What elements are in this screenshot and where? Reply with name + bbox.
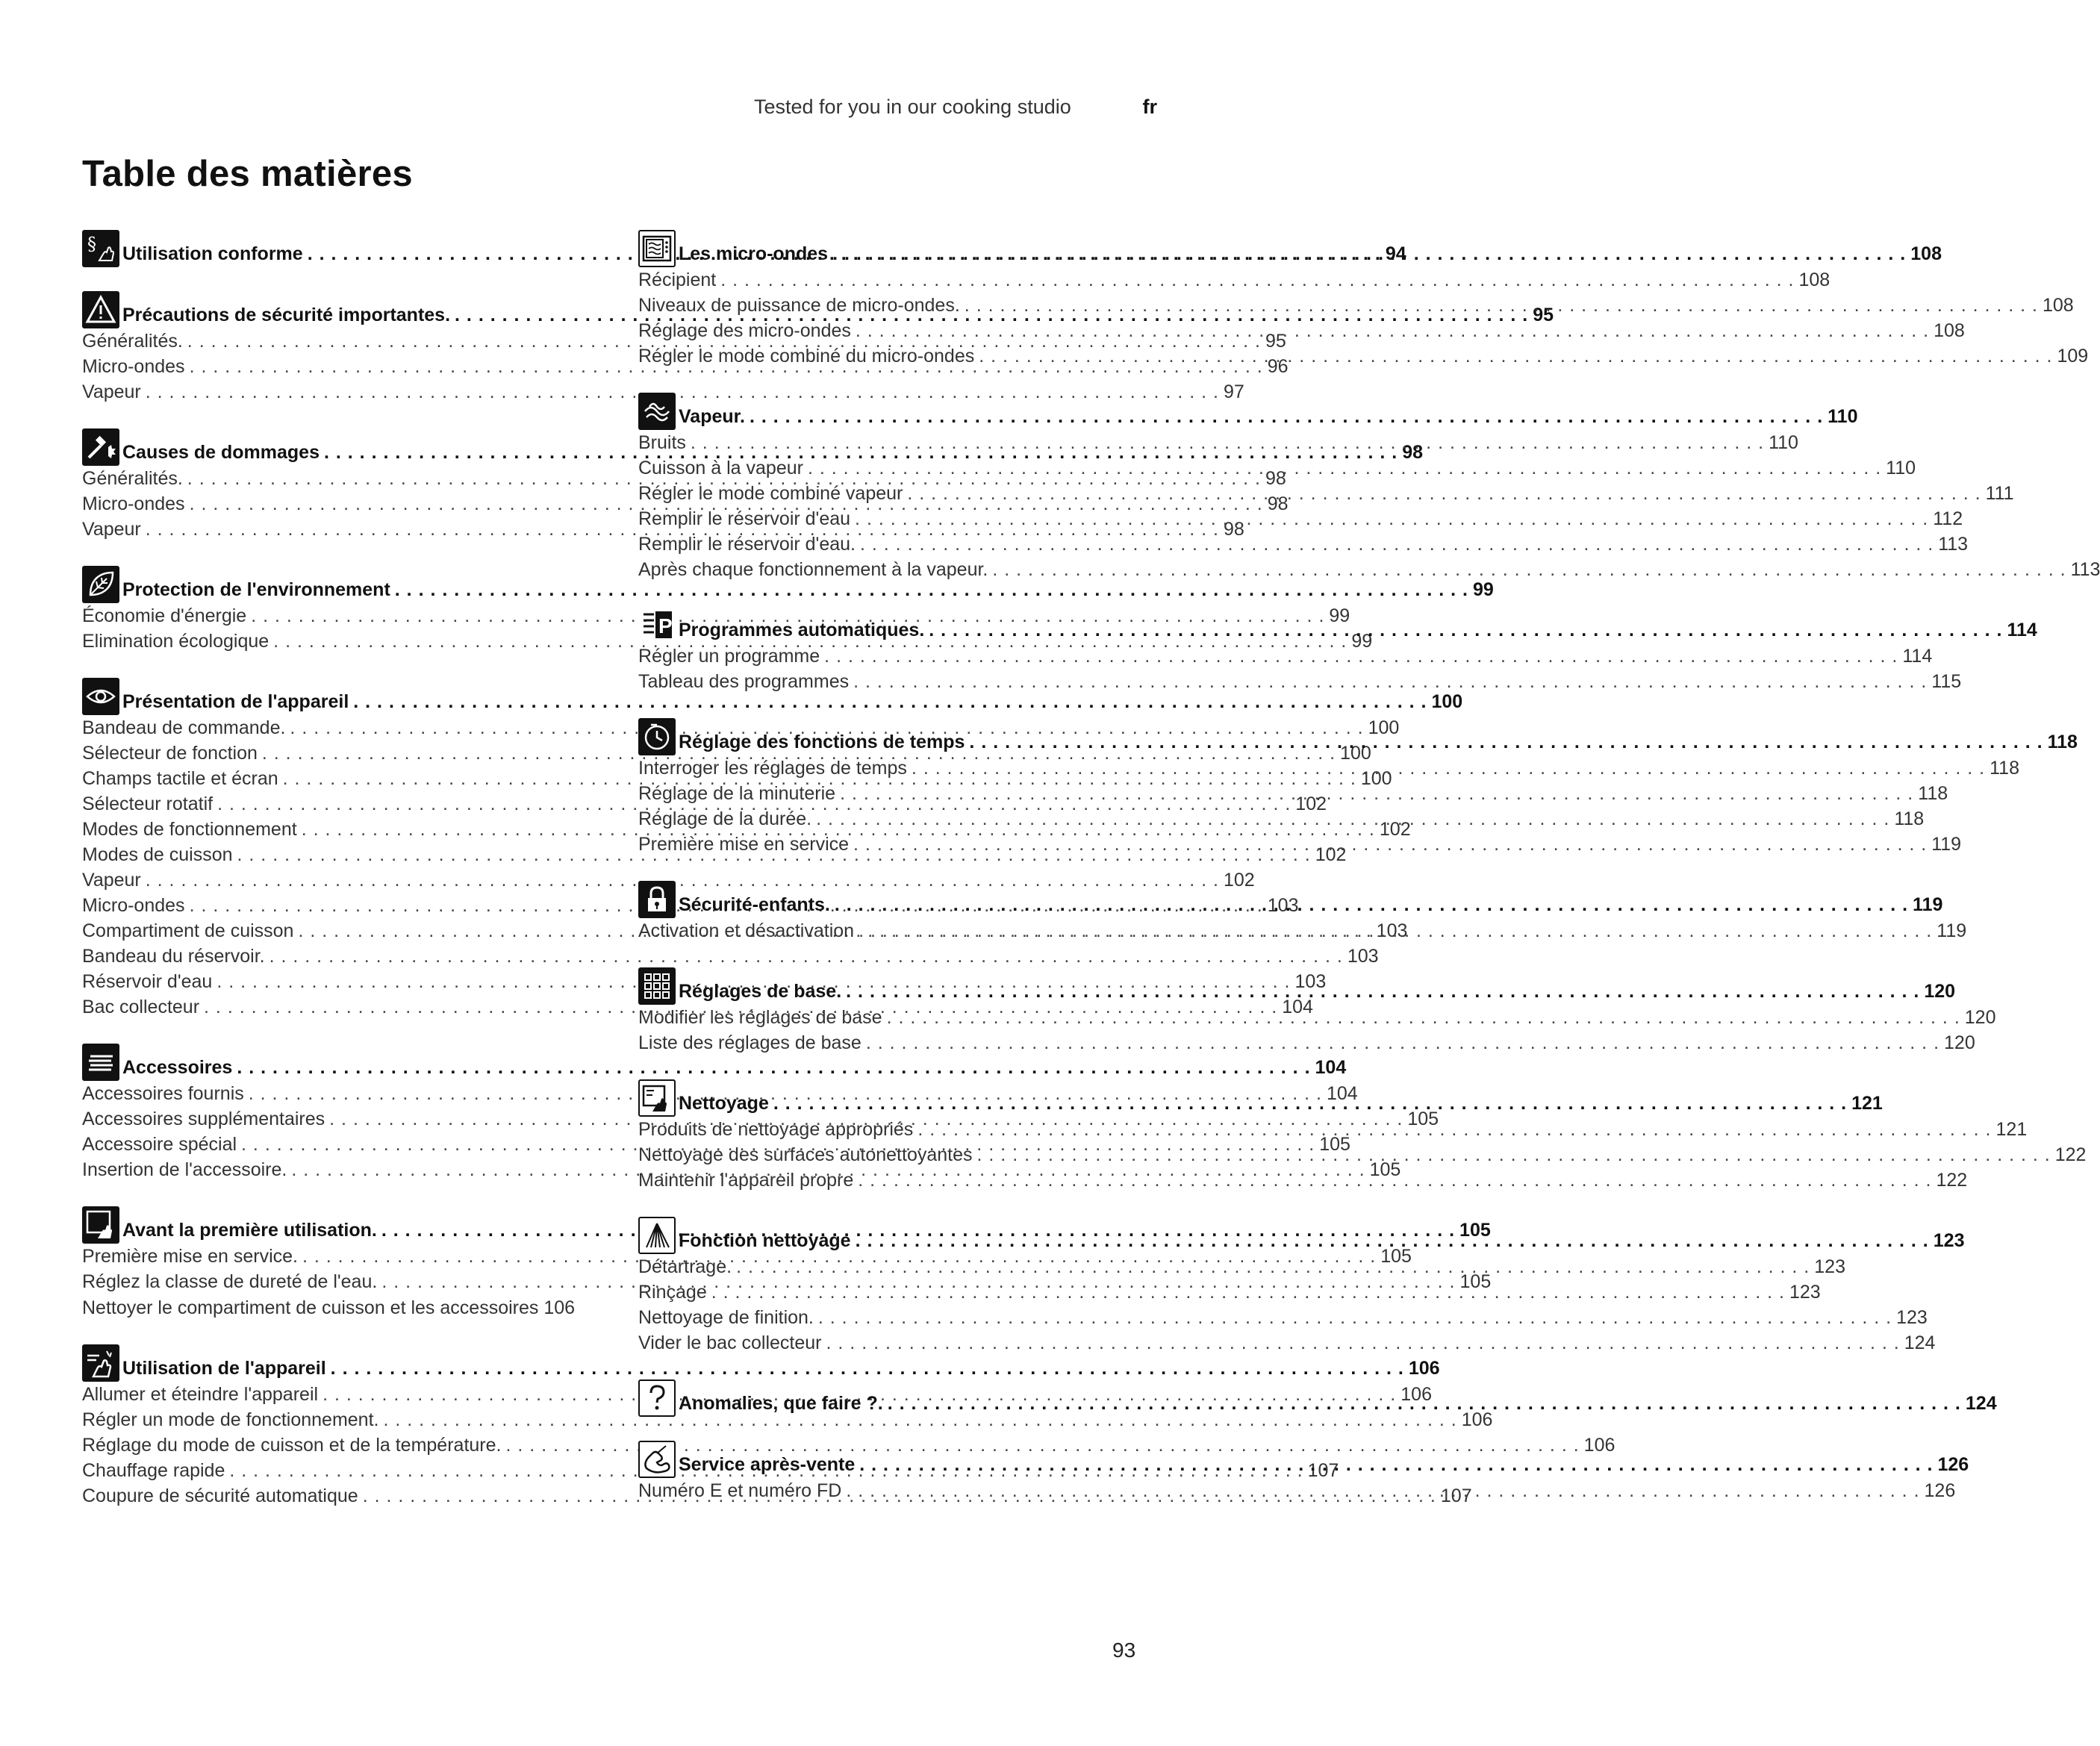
toc-entry-page: 95: [1265, 331, 1286, 352]
toc-entry-label: Chauffage rapide: [82, 1460, 225, 1481]
leader-dots: [853, 669, 1927, 694]
leader-dots: [835, 893, 1908, 917]
leader-dots: [887, 1005, 1960, 1030]
eye-icon: [82, 678, 119, 715]
leader-dots: [818, 1305, 1892, 1330]
toc-entry-label: Réglage de la durée.: [638, 808, 812, 829]
svg-text:P: P: [658, 614, 673, 637]
toc-entry[interactable]: [638, 1330, 1936, 1356]
toc-section-title: Protection de l'environnement: [122, 579, 390, 600]
toc-entry-label: Tableau des programmes: [638, 671, 850, 692]
toc-section-title: Avant la première utilisation.: [122, 1220, 377, 1241]
toc-entry-label: Remplir le réservoir d'eau.: [638, 534, 856, 555]
microwave-icon: [638, 230, 676, 267]
toc-entry-page: 98: [1265, 468, 1286, 489]
page-title: Table des matières: [82, 154, 413, 194]
toc-entry-label: Nettoyage des surfaces autonettoyantes: [638, 1144, 973, 1165]
toc-entry-label: Réglage du mode de cuisson et de la température.: [82, 1435, 502, 1456]
toc-entry[interactable]: [82, 715, 1400, 741]
toc-entry-label: Niveaux de puissance de micro-ondes.: [638, 295, 960, 316]
toc-entry-page: 102: [1379, 819, 1411, 840]
leader-dots: [992, 557, 2066, 582]
toc-entry-label: Vapeur: [82, 870, 141, 891]
warning-triangle-icon: [82, 291, 119, 328]
toc-entry-label: Réglage des micro-ondes: [638, 320, 851, 341]
toc-entry-label: Réservoir d'eau: [82, 971, 213, 992]
toc-section-page: 108: [1910, 243, 1942, 264]
toc-entry-page: 98: [1223, 519, 1244, 540]
toc-section-page: 98: [1402, 442, 1424, 463]
toc-entry-label: Généralités.: [82, 331, 183, 352]
leader-dots: [917, 1117, 1991, 1142]
toc-entry-label: Vider le bac collecteur: [638, 1332, 822, 1353]
leaf-icon: [82, 566, 119, 603]
toc-entry-page: 104: [1282, 997, 1313, 1017]
leader-dots: [846, 1478, 1919, 1503]
toc-entry-label: Première mise en service: [638, 834, 850, 855]
toc-entry-label: Régler le mode combiné du micro-ondes: [638, 346, 975, 367]
toc-entry-page: 110: [1769, 432, 1798, 453]
paragraph-hand-icon: [82, 230, 119, 267]
toc-section-page: 100: [1431, 691, 1463, 712]
toc-entry-page: 98: [1267, 493, 1289, 514]
toc-entry-page: 113: [2070, 559, 2100, 580]
toc-entry-label: Modes de fonctionnement: [82, 819, 297, 840]
leader-dots: [866, 1030, 1939, 1056]
toc-entry[interactable]: [638, 669, 1962, 694]
leader-dots: [846, 979, 1919, 1003]
leader-dots: [858, 1167, 1931, 1193]
leader-dots: [840, 781, 1913, 806]
toc-section-title: Utilisation de l'appareil: [122, 1358, 326, 1379]
toc-section-title: Nettoyage: [679, 1093, 769, 1114]
toc-entry-label: Bandeau du réservoir.: [82, 946, 265, 967]
toc-entry-page: 106: [1461, 1409, 1493, 1430]
toc-section-title: Accessoires: [122, 1057, 233, 1078]
toc-section-page: 121: [1851, 1093, 1883, 1114]
toc-entry-page: 110: [1886, 458, 1916, 478]
toc-entry-label: Insertion de l'accessoire.: [82, 1159, 287, 1180]
toc-section-title: Présentation de l'appareil: [122, 691, 349, 712]
leader-dots: [720, 267, 1794, 293]
toc-entry-label: Micro-ondes: [82, 895, 185, 916]
toc-entry-label: Accessoire spécial: [82, 1134, 237, 1155]
toc-entry-label: Modifier les réglages de base: [638, 1007, 882, 1028]
toc-entry-page: 119: [1937, 920, 1967, 941]
svg-text:§: §: [87, 234, 96, 255]
toc-entry-label: Réglage de la minuterie: [638, 783, 836, 804]
question-icon: [638, 1379, 676, 1417]
toc-entry-page: 123: [1896, 1307, 1928, 1328]
toc-entry-page: 100: [1360, 768, 1392, 789]
toc-entry-page: 108: [1934, 320, 1965, 341]
accessories-icon: [82, 1044, 119, 1081]
toc-section-title: Utilisation conforme: [122, 243, 303, 264]
toc-section-page: 118: [2047, 732, 2078, 752]
toc-entry-label: Vapeur: [82, 519, 141, 540]
toc-section-title: Réglage des fonctions de temps: [679, 732, 965, 752]
toc-entry-label: Interroger les réglages de temps: [638, 758, 907, 779]
toc-entry-label: Numéro E et numéro FD: [638, 1480, 842, 1501]
leader-dots: [860, 531, 1934, 557]
leader-dots: [907, 481, 1981, 506]
toc-entry-label: Rinçage: [638, 1282, 707, 1303]
leader-dots: [826, 1330, 1900, 1356]
toc-section-title: Réglages de base.: [679, 981, 842, 1002]
toc-section-page: 120: [1924, 981, 1956, 1002]
padlock-icon: [638, 881, 676, 918]
toc-entry-page: 107: [1440, 1485, 1472, 1506]
toc-entry-page: 106: [1400, 1384, 1432, 1405]
toc-entry-label: Économie d'énergie: [82, 605, 247, 626]
toc-entry-label: Compartiment de cuisson: [82, 920, 294, 941]
toc-entry-page: 105: [1319, 1134, 1350, 1155]
toc-entry-page: 96: [1267, 356, 1289, 377]
toc-entry-label: Sélecteur rotatif: [82, 794, 214, 814]
toc-entry-label: Champs tactile et écran: [82, 768, 278, 789]
toc-entry-label: Produits de nettoyage appropriés: [638, 1119, 914, 1140]
toc-entry-page: 107: [1307, 1460, 1339, 1481]
toc-section-page: 106: [1408, 1358, 1440, 1379]
cleaning-hand-icon: [638, 1079, 676, 1117]
toc-entry-page: 105: [1380, 1246, 1412, 1267]
toc-entry-page: 123: [1789, 1282, 1821, 1303]
toc-entry-label: Coupure de sécurité automatique: [82, 1485, 358, 1506]
toc-entry-page: 103: [1267, 895, 1299, 916]
leader-dots: [888, 1391, 1961, 1415]
toc-entry-page: 112: [1933, 508, 1963, 529]
toc-entry-label: Allumer et éteindre l'appareil: [82, 1384, 319, 1405]
toc-section-title: Service après-vente: [679, 1454, 856, 1475]
hand-operation-icon: [82, 1344, 119, 1382]
toc-section-title: Précautions de sécurité importantes.: [122, 305, 451, 325]
toc-section-title: Anomalies, que faire ?.: [679, 1393, 883, 1414]
toc-section-title: Les micro-ondes: [679, 243, 829, 264]
toc-entry-label: Régler le mode combiné vapeur: [638, 483, 903, 504]
toc-entry-label: Elimination écologique: [82, 631, 269, 652]
toc-entry-label: Vapeur: [82, 381, 141, 402]
toc-entry-page: 118: [1894, 808, 1925, 829]
leader-dots: [853, 832, 1927, 857]
toc-entry-page: 106: [1583, 1435, 1615, 1456]
toc-entry-label: Sélecteur de fonction: [82, 743, 258, 764]
toc-section-page: 105: [1459, 1220, 1491, 1241]
leader-dots: [816, 806, 1889, 832]
leader-dots: [969, 730, 2043, 754]
toc-entry[interactable]: [638, 1030, 1975, 1056]
clock-icon: [638, 718, 676, 755]
toc-entry-page: 119: [1931, 834, 1962, 855]
steam-icon: [638, 393, 676, 430]
toc-entry-page: 115: [1931, 671, 1962, 692]
toc-section-page: 110: [1828, 406, 1858, 427]
toc-entry-label: Cuisson à la vapeur: [638, 458, 803, 478]
toc-section-page: 124: [1965, 1393, 1997, 1414]
leader-dots: [750, 405, 1823, 428]
toc-entry[interactable]: [638, 531, 1969, 557]
leader-dots: [859, 1453, 1933, 1477]
toc-entry-label: Bac collecteur: [82, 997, 200, 1017]
toc-section-page: 94: [1385, 243, 1406, 264]
toc-entry[interactable]: [82, 1432, 1615, 1458]
leader-dots: [808, 455, 1881, 481]
page-header: [754, 96, 1157, 125]
toc-entry-page: 126: [1924, 1480, 1956, 1501]
toc-entry-page: 114: [1902, 646, 1933, 667]
toc-entry-page: 124: [1904, 1332, 1936, 1353]
toc-entry-page: 104: [1326, 1083, 1358, 1104]
toc-entry-page: 99: [1329, 605, 1350, 626]
toc-entry-wrapped[interactable]: Nettoyer le compartiment de cuisson et les accessoires 106: [82, 1297, 576, 1318]
language-code: fr: [1142, 96, 1157, 118]
toc-section-page: 99: [1472, 579, 1494, 600]
toc-section-page: 126: [1937, 1454, 1969, 1475]
toc-entry[interactable]: [82, 379, 1244, 405]
leader-dots: [691, 430, 1764, 455]
toc-entry[interactable]: [638, 267, 1831, 293]
toc-entry-label: Nettoyage de finition.: [638, 1307, 814, 1328]
toc-entry-label: Réglez la classe de dureté de l'eau.: [82, 1271, 378, 1292]
toc-section-title: Fonction nettoyage: [679, 1230, 851, 1251]
toc-entry-label: Généralités.: [82, 468, 183, 489]
toc-entry-label: Remplir le réservoir d'eau: [638, 508, 851, 529]
toc-entry-label: Modes de cuisson: [82, 844, 233, 865]
toc-section-page: 119: [1913, 894, 1943, 915]
toc-entry-page: 109: [2057, 346, 2089, 367]
toc-entry-label: Activation et désactivation: [638, 920, 855, 941]
leader-dots: [856, 318, 1929, 343]
leader-dots: [736, 1254, 1810, 1279]
first-use-icon: [82, 1206, 119, 1244]
cleaning-function-icon: [638, 1217, 676, 1254]
toc-entry-page: 122: [1936, 1170, 1968, 1191]
toc-section-page: 104: [1315, 1057, 1347, 1078]
toc-entry-label: Accessoires fournis: [82, 1083, 244, 1104]
toc-entry[interactable]: [82, 1407, 1493, 1432]
toc-entry-page: 123: [1814, 1256, 1845, 1277]
toc-section-page: 114: [2007, 620, 2037, 640]
toc-entry[interactable]: [638, 643, 1933, 669]
toc-entry-page: 118: [1918, 783, 1948, 804]
toc-entry-page: 102: [1315, 844, 1347, 865]
toc-entry-label: Maintenir l'appareil propre: [638, 1170, 854, 1191]
settings-grid-icon: [638, 967, 676, 1005]
toc-entry-page: 102: [1295, 794, 1327, 814]
toc-entry-label: Détartrage.: [638, 1256, 732, 1277]
toc-entry-page: 105: [1407, 1109, 1439, 1129]
toc-section-title: Programmes automatiques.: [679, 620, 925, 640]
toc-entry-page: 102: [1223, 870, 1255, 891]
toc-entry-page: 111: [1985, 483, 2014, 504]
hammer-damage-icon: [82, 428, 119, 466]
toc-entry-page: 113: [1938, 534, 1969, 555]
toc-entry-page: 108: [1798, 269, 1831, 290]
toc-section-title: Causes de dommages: [122, 442, 320, 463]
toc-entry[interactable]: [82, 944, 1379, 969]
leader-dots: [977, 1142, 2051, 1167]
toc-entry-page: 103: [1347, 946, 1379, 967]
toc-section-title: Vapeur.: [679, 406, 745, 427]
toc-entry-page: 122: [2054, 1144, 2087, 1165]
toc-entry-label: Accessoires supplémentaires: [82, 1109, 325, 1129]
toc-entry-page: 99: [1351, 631, 1373, 652]
header-title: Tested for you in our cooking studio: [754, 96, 1071, 118]
toc-entry[interactable]: [638, 557, 2100, 582]
toc-entry-label: Liste des réglages de base: [638, 1032, 862, 1053]
leader-dots: [912, 755, 1985, 781]
toc-entry-label: Micro-ondes: [82, 493, 185, 514]
toc-entry-label: Bandeau de commande.: [82, 717, 286, 738]
toc-entry-page: 103: [1294, 971, 1327, 992]
toc-section-page: 95: [1533, 305, 1554, 325]
toc-entry-label: Récipient: [638, 269, 717, 290]
leader-dots: [929, 618, 2002, 642]
toc-entry-page: 118: [1990, 758, 2019, 779]
leader-dots: [824, 643, 1898, 669]
page-number: 93: [1112, 1639, 1136, 1662]
toc-entry[interactable]: [82, 867, 1255, 893]
toc-entry-page: 100: [1340, 743, 1371, 764]
leader-dots: [773, 1091, 1847, 1115]
phone-service-icon: [638, 1441, 676, 1478]
toc-entry-page: 108: [2043, 295, 2074, 316]
toc-entry-label: Bruits: [638, 432, 686, 453]
toc-entry-label: Régler un programme: [638, 646, 820, 667]
leader-dots: [855, 506, 1928, 531]
leader-dots: [979, 343, 2052, 369]
toc-entry[interactable]: [82, 603, 1350, 629]
toc-entry-label: Micro-ondes: [82, 356, 185, 377]
leader-dots: [859, 918, 1932, 944]
toc-entry-page: 97: [1223, 381, 1244, 402]
toc-entry-page: 100: [1368, 717, 1400, 738]
toc-entry-label: Après chaque fonctionnement à la vapeur.: [638, 559, 988, 580]
toc-entry-page: 103: [1376, 920, 1408, 941]
leader-dots: [856, 1229, 1929, 1253]
toc-section-title: Sécurité-enfants.: [679, 894, 830, 915]
programs-p-icon: [638, 606, 676, 643]
toc-entry-label: Première mise en service.: [82, 1246, 298, 1267]
leader-dots: [965, 293, 2038, 318]
toc-entry[interactable]: [638, 1305, 1928, 1330]
toc-entry-label: Régler un mode de fonctionnement.: [82, 1409, 379, 1430]
leader-dots: [832, 242, 1906, 266]
toc-entry-page: 120: [1964, 1007, 1996, 1028]
toc-entry-page: 105: [1459, 1271, 1492, 1292]
toc-entry-page: 105: [1369, 1159, 1401, 1180]
toc-entry-page: 120: [1944, 1032, 1975, 1053]
toc-entry-page: 121: [1995, 1119, 2028, 1140]
leader-dots: [711, 1279, 1785, 1305]
toc-section-page: 123: [1933, 1230, 1965, 1251]
